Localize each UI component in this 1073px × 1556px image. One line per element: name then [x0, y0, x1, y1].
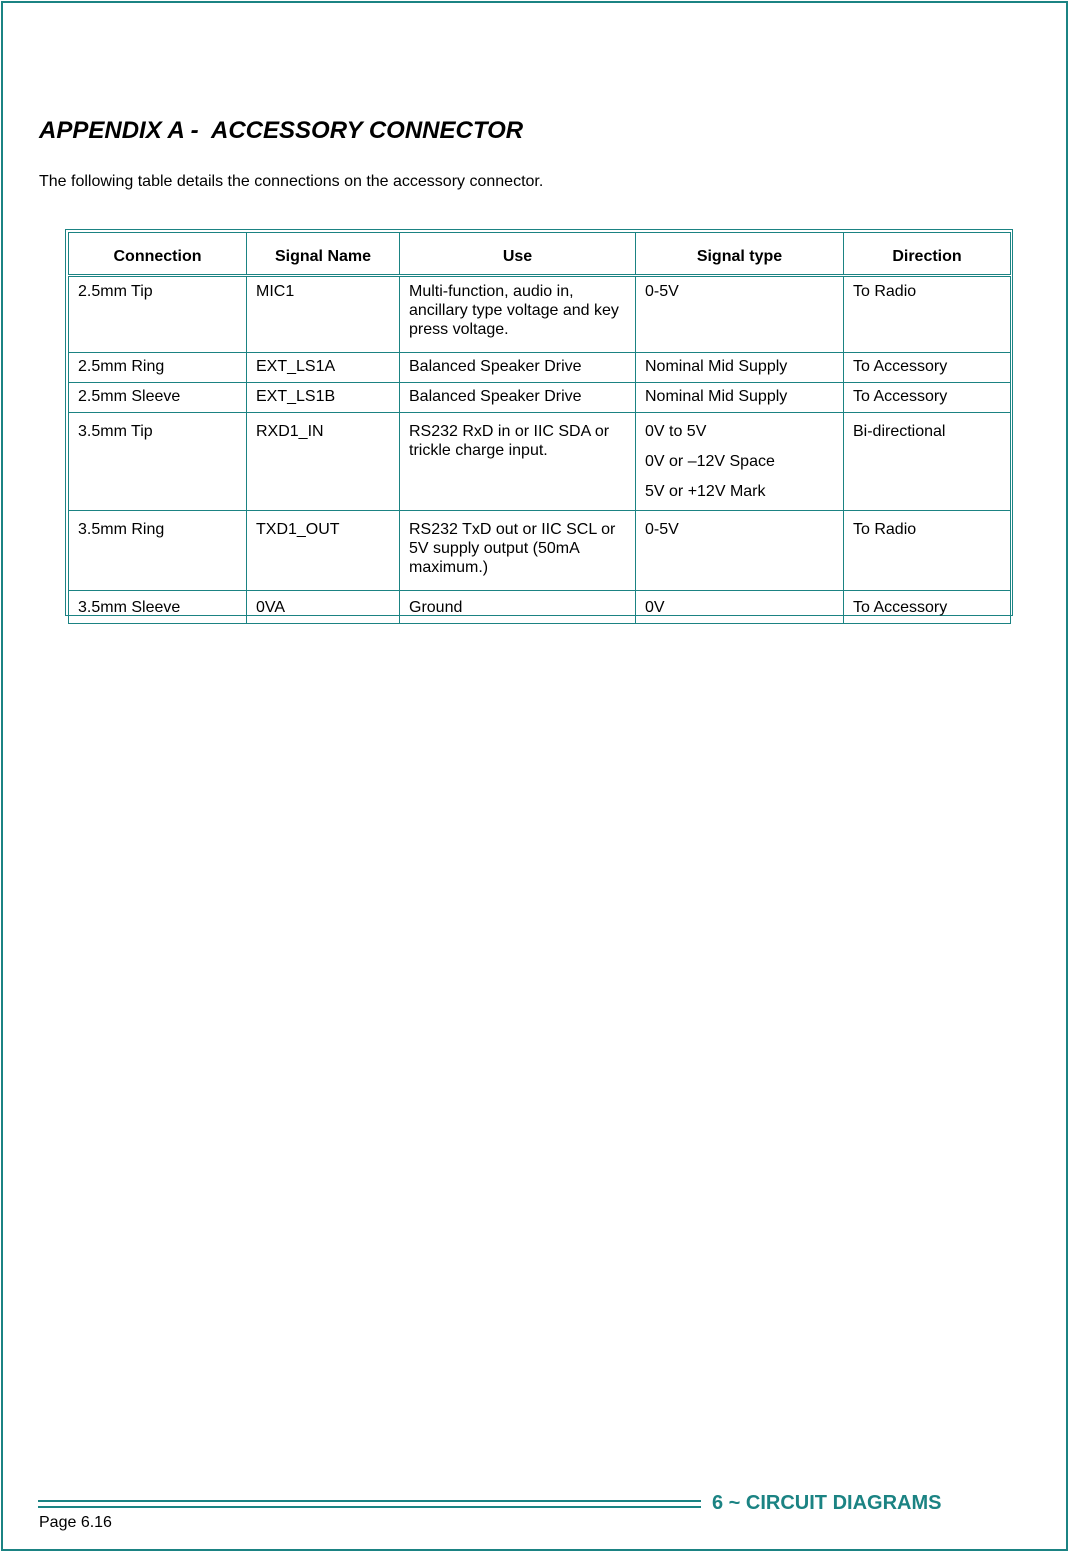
cell-connection: 3.5mm Sleeve: [69, 591, 247, 624]
column-header-direction: Direction: [844, 233, 1011, 276]
cell-connection: 3.5mm Ring: [69, 511, 247, 591]
cell-signal-type: [636, 353, 844, 383]
connector-table-frame: [65, 229, 1013, 616]
signal-type-line: 5V or +12V Mark: [645, 483, 766, 500]
cell-use: RS232 RxD in or IIC SDA or trickle charge input.: [400, 413, 636, 511]
table-row: [69, 353, 1011, 383]
table-row: [69, 383, 1011, 413]
cell-direction: Bi-directional: [844, 413, 1011, 511]
column-header-signal-name: Signal Name: [247, 233, 400, 276]
signal-type-line: 0V to 5V: [645, 423, 707, 440]
table-row: [69, 413, 1011, 511]
cell-direction: To Radio: [844, 276, 1011, 353]
footer-section-title: 6 ~ CIRCUIT DIAGRAMS: [712, 1492, 942, 1514]
table-row: [69, 276, 1011, 353]
cell-signal-type: [636, 511, 844, 591]
cell-signal-name: TXD1_OUT: [247, 511, 400, 591]
cell-use: Balanced Speaker Drive: [400, 383, 636, 413]
cell-direction: To Radio: [844, 511, 1011, 591]
cell-signal-name: EXT_LS1B: [247, 383, 400, 413]
cell-use: RS232 TxD out or IIC SCL or 5V supply output (50mA maximum.): [400, 511, 636, 591]
column-header-use: Use: [400, 233, 636, 276]
cell-connection: 2.5mm Ring: [69, 353, 247, 383]
cell-connection: 2.5mm Sleeve: [69, 383, 247, 413]
cell-signal-type: [636, 591, 844, 624]
connector-table: [68, 232, 1011, 624]
cell-signal-name: 0VA: [247, 591, 400, 624]
intro-paragraph: The following table details the connections on the accessory connector.: [39, 173, 544, 190]
cell-signal-name: MIC1: [247, 276, 400, 353]
signal-type-line: 0-5V: [645, 283, 679, 300]
signal-type-line: Nominal Mid Supply: [645, 358, 788, 375]
cell-signal-name: RXD1_IN: [247, 413, 400, 511]
page-title: APPENDIX A - ACCESSORY CONNECTOR: [39, 117, 524, 144]
table-row: [69, 591, 1011, 624]
table-header-row: [69, 233, 1011, 276]
signal-type-line: 0-5V: [645, 521, 679, 538]
column-header-connection: Connection: [69, 233, 247, 276]
cell-signal-type: [636, 276, 844, 353]
column-header-signal-type: Signal type: [636, 233, 844, 276]
cell-direction: To Accessory: [844, 353, 1011, 383]
cell-connection: 2.5mm Tip: [69, 276, 247, 353]
signal-type-line: Nominal Mid Supply: [645, 388, 788, 405]
cell-signal-type: [636, 383, 844, 413]
cell-signal-type: [636, 413, 844, 511]
table-row: [69, 511, 1011, 591]
footer-divider: [38, 1500, 701, 1508]
cell-direction: To Accessory: [844, 591, 1011, 624]
cell-signal-name: EXT_LS1A: [247, 353, 400, 383]
cell-connection: 3.5mm Tip: [69, 413, 247, 511]
signal-type-line: 0V: [645, 599, 665, 616]
cell-direction: To Accessory: [844, 383, 1011, 413]
cell-use: Balanced Speaker Drive: [400, 353, 636, 383]
signal-type-line: 0V or –12V Space: [645, 453, 775, 470]
page-number: Page 6.16: [39, 1514, 112, 1531]
cell-use: Multi-function, audio in, ancillary type voltage and key press voltage.: [400, 276, 636, 353]
cell-use: Ground: [400, 591, 636, 624]
